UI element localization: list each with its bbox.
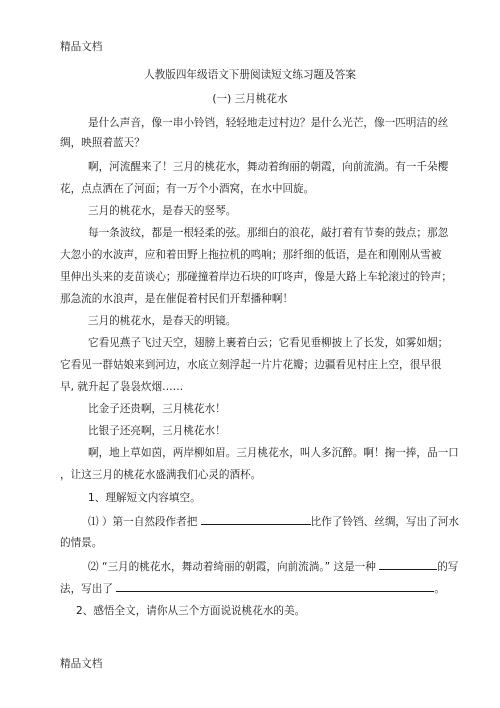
document-title: 人教版四年级语文下册阅读短文练习题及答案 [144,69,356,81]
question-1-cont: 的情景。 [60,537,103,549]
answer-blank-1[interactable] [201,514,311,525]
passage-subtitle: (一) 三月桃花水 [212,93,288,105]
page-header: 精品文档 [60,41,103,53]
text-line: 大忽小的水波声，应和着田野上拖拉机的鸣响；那纤细的低语，是在和刚刚从雪被 [60,249,442,261]
text-line: 比金子还贵啊，三月桃花水！ [88,403,226,415]
question-1-prefix: ⑴ ）第一自然段作者把 [88,516,201,528]
question-1 [88,514,500,529]
text-line: 每一条波纹，都是一根轻柔的弦。那细白的浪花，敲打着有节奏的鼓点；那忽 [88,227,449,239]
text-line: 绸，映照着蓝天？ [60,137,145,149]
answer-blank-2[interactable] [379,559,437,570]
text-line: 啊，河流醒来了！三月的桃花水，舞动着绚丽的朝霞，向前流淌。有一千朵樱 [88,161,449,173]
question-2-prefix: ⑵ “三月的桃花水，舞动着绮丽的朝霞，向前流淌。” 这是一种 [88,561,380,573]
text-line: 里伸出头来的麦苗谈心；那碰撞着岸边石块的叮咚声，像是大路上车轮滚过的铃声； [60,271,452,283]
text-line: 它看见燕子飞过天空，翅膀上裹着白云；它看见垂柳披上了长发，如雾如烟； [88,337,449,349]
text-line: 它看见一群姑娘来到河边，水底立刻浮起一片片花瓣；边疆看见村庄上空，很早很 [60,359,442,371]
question-2b-prefix: 法，写出了 [60,583,117,595]
text-line: 早, 就升起了袅袅炊烟…… [60,381,184,393]
text-line: 啊，地上草如茵，两岸柳如眉。三月桃花水，叫人多沉醉。啊！掬一捧，品一口 [88,447,459,459]
text-line: 三月的桃花水，是春天的明镜。 [88,315,237,327]
question-2-cont [60,581,445,596]
text-line: 比银子还亮啊，三月桃花水！ [88,425,226,437]
question-2 [88,559,500,574]
question-1-suffix: 比作了铃铛、丝绸，写出了河水 [310,516,459,528]
text-line: ，让这三月的桃花水盛满我们心灵的酒杯。 [60,469,262,481]
text-line: 花，点点洒在了河面；有一万个小酒窝，在水中回旋。 [60,183,315,195]
answer-blank-3[interactable] [116,581,434,592]
question-heading-1: 1、理解短文内容填空。 [88,492,201,504]
text-line: 那急流的水浪声，是在催促着村民们开犁播种啊！ [60,293,294,305]
text-line: 三月的桃花水，是春天的竖琴。 [88,205,237,217]
page-footer: 精品文档 [60,658,103,670]
question-heading-2: 2、感悟全文，请你从三个方面说说桃花水的美。 [76,605,306,617]
question-2-suffix: 的写 [437,561,459,573]
question-2b-suffix: 。 [434,583,445,595]
text-line: 是什么声音，像一串小铃铛，轻轻地走过村边？是什么光芒，像一匹明洁的丝 [88,117,449,129]
